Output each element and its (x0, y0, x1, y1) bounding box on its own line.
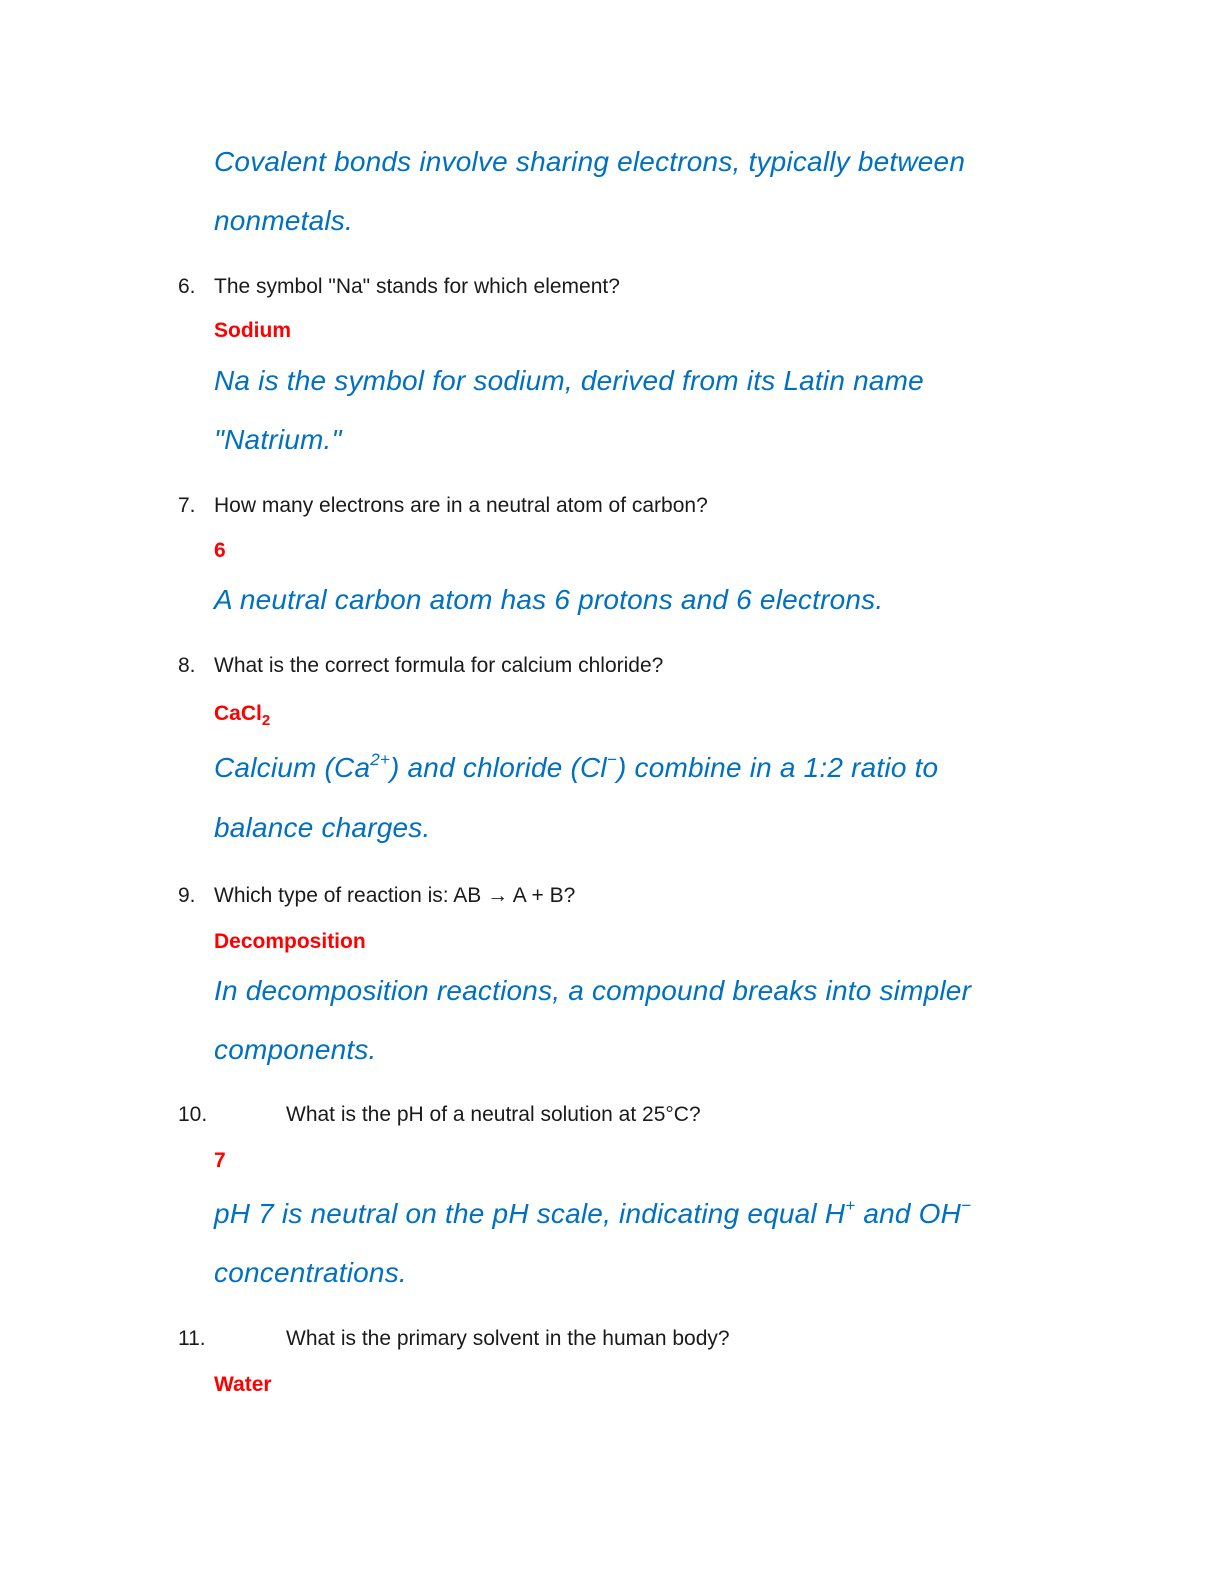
explanation-line: balance charges. (214, 812, 431, 843)
explanation-segment: ) and chloride (Cl (390, 752, 607, 783)
explanation-line (214, 1198, 971, 1230)
explanation-line: components. (214, 1034, 377, 1065)
charge-superscript: − (961, 1196, 972, 1215)
explanation-segment: Calcium (Ca (214, 752, 371, 783)
explanation-line: A neutral carbon atom has 6 protons and 6 electrons. (214, 584, 884, 615)
explanation-line (214, 752, 938, 784)
question-number: 8. (178, 654, 196, 677)
question-text: What is the correct formula for calcium chloride? (214, 654, 664, 677)
charge-superscript: 2+ (370, 750, 391, 769)
explanation-line: concentrations. (214, 1257, 407, 1288)
question-number: 7. (178, 494, 196, 517)
explanation-line: Covalent bonds involve sharing electrons, typically between (214, 146, 966, 177)
question-text: The symbol "Na" stands for which element? (214, 275, 620, 298)
explanation-line: nonmetals. (214, 205, 353, 236)
question-number: 10. (178, 1103, 208, 1126)
explanation-segment: and OH (855, 1198, 962, 1229)
explanation-line: Na is the symbol for sodium, derived from its Latin name (214, 365, 924, 396)
answer-formula (214, 702, 271, 729)
answer-text: Sodium (214, 319, 291, 342)
question-number: 11. (178, 1327, 206, 1350)
explanation-segment: pH 7 is neutral on the pH scale, indicating equal H (214, 1198, 846, 1229)
explanation-line: In decomposition reactions, a compound breaks into simpler (214, 975, 972, 1006)
question-number: 6. (178, 275, 196, 298)
question-number: 9. (178, 884, 196, 907)
explanation-segment: ) combine in a 1:2 ratio to (616, 752, 939, 783)
question-text: What is the primary solvent in the human body? (286, 1327, 730, 1350)
answer-formula-subscript: 2 (261, 712, 271, 729)
answer-text: Decomposition (214, 930, 366, 953)
answer-text: 6 (214, 539, 226, 562)
answer-text: 7 (214, 1149, 226, 1172)
answer-text: Water (214, 1373, 272, 1396)
charge-superscript: + (845, 1196, 856, 1215)
charge-superscript: − (606, 750, 617, 769)
question-text: Which type of reaction is: AB → A + B? (214, 884, 576, 907)
answer-formula-base: CaCl (214, 702, 262, 725)
question-text: What is the pH of a neutral solution at 25°C? (286, 1103, 701, 1126)
explanation-line: "Natrium." (214, 424, 342, 455)
question-text: How many electrons are in a neutral atom of carbon? (214, 494, 708, 517)
